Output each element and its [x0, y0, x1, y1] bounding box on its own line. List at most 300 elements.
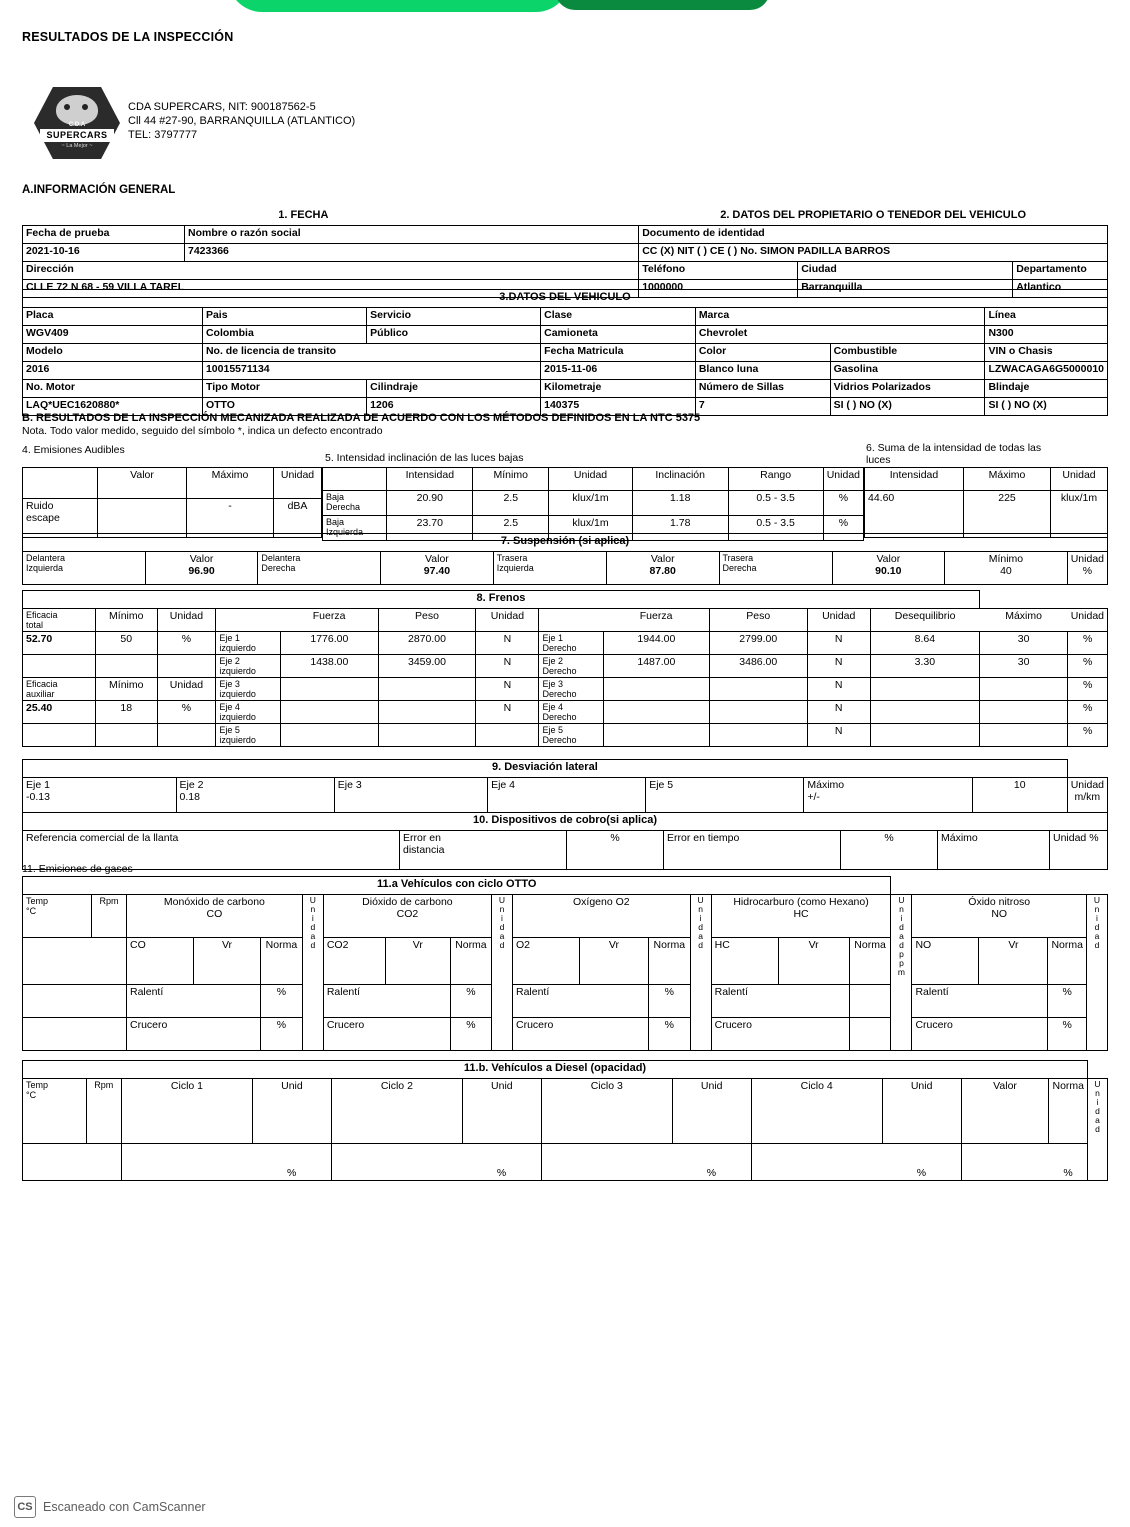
value-unidad-eje2-der: N: [807, 655, 870, 678]
row-eje2-der-label: [539, 655, 603, 678]
value-deseq-eje5: [870, 724, 979, 747]
valor-label-dd: Valor: [425, 553, 449, 565]
spacer-unidad-1: [157, 655, 216, 678]
table-luces-bajas: [322, 467, 864, 541]
section-6-title: [866, 442, 1091, 466]
label-fecha-prueba: Fecha de prueba: [23, 226, 185, 244]
value-unidad-eje3-der: N: [807, 678, 870, 701]
value-unidad-bd: klux/1m: [549, 491, 633, 516]
table-emisiones-audibles: [22, 467, 322, 538]
value-minimo-susp: 40: [1000, 565, 1012, 577]
eficacia-aux-spacer: [23, 724, 96, 747]
value-licencia: 10015571134: [202, 362, 540, 380]
value-delantera-derecha: 97.40: [423, 565, 451, 577]
row-eje3-izq-label: [216, 678, 281, 701]
cell-maximo-desv: [804, 778, 972, 813]
value-unidad-eje2-izq: N: [476, 655, 539, 678]
code-hc: HC: [711, 938, 778, 985]
table-emisiones-diesel: [22, 1060, 1108, 1181]
value-unidad2-bd: %: [823, 491, 863, 516]
crucero-co2-unit: %: [450, 1018, 491, 1051]
value-unidad2-eje5: %: [1068, 724, 1108, 747]
value-peso-eje1-der: 2799.00: [709, 632, 807, 655]
luces-row-header: [323, 468, 387, 491]
cell-eje4-desv: [488, 778, 646, 813]
value-marca: Chevrolet: [695, 326, 985, 344]
value-maximo-suma: 225: [964, 491, 1051, 538]
label-maximo: Máximo: [187, 468, 274, 499]
row-label-baja-derecha: [323, 491, 387, 516]
label-rpm-diesel: Rpm: [86, 1079, 121, 1144]
label-valor-dd: [381, 552, 494, 585]
section-3-title: 3.DATOS DEL VEHICULO: [23, 290, 1108, 308]
ralenti-co: Ralentí: [127, 985, 261, 1018]
section-11-title: 11. Emisiones de gases: [22, 863, 133, 875]
frenos-eje-col-der-head: [539, 609, 603, 632]
ralenti-hc-unit: [849, 985, 891, 1018]
label-eje5-desv: Eje 5: [649, 779, 674, 791]
label-minimo-susp: [945, 552, 1068, 585]
ralenti-no-unit: %: [1048, 985, 1087, 1018]
label-eje4-desv: Eje 4: [491, 779, 516, 791]
value-intensidad-bi: 23.70: [387, 516, 473, 541]
label-marca: Marca: [695, 308, 985, 326]
label-placa: Placa: [23, 308, 203, 326]
label-documento-identidad: Documento de identidad: [639, 226, 1108, 244]
section-10-title: 10. Dispositivos de cobro(si aplica): [23, 813, 1108, 831]
value-unidad2-eje4: %: [1068, 701, 1108, 724]
col-fuerza-der: Fuerza: [603, 609, 709, 632]
eficacia-total-l1: Eficacia: [26, 610, 58, 620]
diesel-norma-pct: %: [1049, 1144, 1088, 1181]
label-error-distancia-l1: Error en: [403, 832, 441, 844]
logo-band-text: SUPERCARS: [40, 129, 114, 142]
eje5-izq-lado: izquierdo: [219, 735, 256, 745]
value-kilometraje: 140375: [541, 398, 696, 416]
eje3-izq-lado: izquierdo: [219, 689, 256, 699]
table-vehicle-data: [22, 289, 1108, 416]
trasera-der-l1: Trasera: [722, 553, 754, 563]
eje4-izq-lado: izquierdo: [219, 712, 256, 722]
section-7-title: 7. Suspensión (si aplica): [23, 534, 1108, 552]
spacer-min-2: [96, 724, 158, 747]
col-unidad-der: Unidad: [807, 609, 870, 632]
ralenti-no: Ralentí: [912, 985, 1048, 1018]
eje4-der-lado: Derecho: [542, 712, 577, 722]
label-unidad-frenos: Unidad: [157, 609, 216, 632]
value-eje1-desv: -0.13: [26, 791, 50, 803]
group-co2-title1: Dióxido de carbono: [362, 896, 453, 908]
section-11b-title: 11.b. Vehículos a Diesel (opacidad): [23, 1061, 1088, 1079]
camscanner-footer: [14, 1496, 206, 1518]
value-maximo-desv: 10: [972, 778, 1067, 813]
value-color: Blanco luna: [695, 362, 830, 380]
value-pais: Colombia: [202, 326, 366, 344]
row-eje1-izq-label: [216, 632, 281, 655]
value-combustible: Gasolina: [830, 362, 985, 380]
label-linea: Línea: [985, 308, 1108, 326]
vr-o2: Vr: [579, 938, 648, 985]
value-peso-eje5-der: [709, 724, 807, 747]
col-peso-izq: Peso: [378, 609, 476, 632]
crucero-co: Crucero: [127, 1018, 261, 1051]
label-eficacia-total: [23, 609, 96, 632]
unit-vertical-no: U n i d a d: [1087, 895, 1108, 1051]
diesel-valor-value: [961, 1144, 1049, 1181]
label-no-motor: No. Motor: [23, 380, 203, 398]
ciclo-1-pct: %: [252, 1144, 331, 1181]
eje1-izq-eje: Eje 1: [219, 633, 240, 643]
diesel-rpm-spacer: [86, 1144, 121, 1181]
label-cilindraje: Cilindraje: [367, 380, 541, 398]
code-co: CO: [127, 938, 194, 985]
ciclo-1-unidad: Unid: [252, 1079, 331, 1144]
value-unidad-eje5-der: N: [807, 724, 870, 747]
delantera-der-l1: Delantera: [261, 553, 301, 563]
section-2-title: 2. DATOS DEL PROPIETARIO O TENEDOR DEL VEHICULO: [720, 209, 1027, 221]
value-peso-eje2-izq: 3459.00: [378, 655, 476, 678]
col-rango: Rango: [728, 468, 823, 491]
value-linea: N300: [985, 326, 1108, 344]
label-temp: Temp: [26, 896, 49, 906]
eje3-der-eje: Eje 3: [542, 679, 563, 689]
value-direccion: CLLE 72 N 68 - 59 VILLA TAREL: [23, 280, 639, 298]
value-max-eje2: 30: [979, 655, 1067, 678]
section-b-line2: Nota. Todo valor medido, seguido del símbolo *, indica un defecto encontrado: [22, 425, 383, 437]
label-minimo-aux: Mínimo: [96, 678, 158, 701]
col-unidad-izq: Unidad: [476, 609, 539, 632]
eje5-der-lado: Derecho: [542, 735, 577, 745]
label-temp-diesel: Temp: [26, 1080, 49, 1090]
col-maximo-suma: Máximo: [964, 468, 1051, 491]
value-peso-eje5-izq: [378, 724, 476, 747]
norma-o2: Norma: [648, 938, 690, 985]
value-deseq-eje2: 3.30: [870, 655, 979, 678]
value-fecha-matricula: 2015-11-06: [541, 362, 696, 380]
ciclo-2-title: Ciclo 2: [331, 1079, 462, 1144]
label-vidrios: Vidrios Polarizados: [830, 380, 985, 398]
unit-vertical-o2: U n i d a d: [690, 895, 711, 1051]
group-title-hc: [711, 895, 891, 938]
value-max-eje3: [979, 678, 1067, 701]
temp-value-cell: [23, 938, 92, 985]
section-b-note: [22, 412, 1112, 438]
section-9-title: 9. Desviación lateral: [23, 760, 1068, 778]
trasera-izq-l1: Trasera: [496, 553, 528, 563]
ciclo-3-pct: %: [672, 1144, 751, 1181]
cell-eje3-desv: [334, 778, 487, 813]
value-inclinacion-bd: 1.18: [632, 491, 728, 516]
ciclo-2-value: [331, 1144, 462, 1181]
label-maximo-cobro: Máximo: [938, 831, 1050, 870]
ciclo-2-pct: %: [462, 1144, 541, 1181]
col-peso-der: Peso: [709, 609, 807, 632]
eje5-der-eje: Eje 5: [542, 725, 563, 735]
value-fuerza-eje3-der: [603, 678, 709, 701]
company-info: [128, 100, 355, 142]
label-referencia-llanta: Referencia comercial de la llanta: [26, 832, 179, 844]
value-rango-bd: 0.5 - 3.5: [728, 491, 823, 516]
page-title: RESULTADOS DE LA INSPECCIÓN: [22, 30, 234, 44]
label-ruido-escape: [23, 499, 98, 538]
label-rpm: Rpm: [92, 895, 127, 938]
value-fuerza-eje2-der: 1487.00: [603, 655, 709, 678]
frenos-eje-col-izq-head: [216, 609, 281, 632]
group-no-title2: NO: [991, 908, 1008, 920]
label-servicio: Servicio: [367, 308, 541, 326]
value-fuerza-eje4-izq: [281, 701, 378, 724]
group-title-no: [912, 895, 1087, 938]
delantera-izq-l2: Izquierda: [26, 563, 64, 573]
group-no-title1: Óxido nitroso: [968, 896, 1031, 908]
value-unidad-eje1-der: N: [807, 632, 870, 655]
trasera-der-l2: Derecha: [722, 563, 757, 573]
value-peso-eje3-der: [709, 678, 807, 701]
label-telefono: Teléfono: [639, 262, 798, 280]
section-8-title: 8. Frenos: [23, 591, 980, 609]
crucero-o2: Crucero: [512, 1018, 648, 1051]
value-servicio: Público: [367, 326, 541, 344]
value-error-distancia-unidad: %: [567, 831, 664, 870]
ciclo-4-pct: %: [882, 1144, 961, 1181]
value-unidad-suma: klux/1m: [1051, 491, 1108, 538]
code-o2: O2: [512, 938, 579, 985]
value-unidad-susp: %: [1082, 565, 1093, 577]
section-1-title: 1. FECHA: [278, 209, 329, 221]
value-placa: WGV409: [23, 326, 203, 344]
eje1-der-lado: Derecho: [542, 643, 577, 653]
eje2-izq-lado: izquierdo: [219, 666, 256, 676]
row-eje4-der-label: [539, 701, 603, 724]
value-peso-eje1-izq: 2870.00: [378, 632, 476, 655]
diesel-valor-label: Valor: [961, 1079, 1049, 1144]
label-vin: VIN o Chasis: [985, 344, 1108, 362]
value-documento-identidad: CC (X) NIT ( ) CE ( ) No. SIMON PADILLA BARROS: [639, 244, 1108, 262]
green-banner-decoration: [228, 0, 570, 12]
unit-vertical-diesel: U n i d a d: [1088, 1079, 1108, 1181]
vr-no: Vr: [979, 938, 1048, 985]
group-title-o2: [512, 895, 690, 938]
company-name: CDA SUPERCARS, NIT: 900187562-5: [128, 101, 316, 113]
value-error-tiempo-unidad: %: [841, 831, 938, 870]
label-licencia: No. de licencia de transito: [202, 344, 540, 362]
company-address: Cll 44 #27-90, BARRANQUILLA (ATLANTICO): [128, 115, 356, 127]
value-fuerza-eje5-izq: [281, 724, 378, 747]
rpm-spacer-3: [92, 1018, 127, 1051]
crucero-co2: Crucero: [323, 1018, 450, 1051]
ralenti-co2-unit: %: [450, 985, 491, 1018]
section-4-title: 4. Emisiones Audibles: [22, 444, 125, 456]
table-dispositivos-cobro: [22, 812, 1108, 870]
eficacia-total-l2: total: [26, 620, 44, 630]
label-temp-unit: °C: [26, 906, 37, 916]
company-phone: TEL: 3797777: [128, 129, 198, 141]
vr-co2: Vr: [385, 938, 450, 985]
label-unidad-cobro: Unidad %: [1050, 831, 1108, 870]
group-co2-title2: CO2: [396, 908, 419, 920]
diesel-norma-label: Norma: [1049, 1079, 1088, 1144]
value-unidad2-eje2: %: [1068, 655, 1108, 678]
value-eje2-desv: 0.18: [179, 791, 200, 803]
value-unidad2-eje3: %: [1068, 678, 1108, 701]
value-trasera-izquierda: 87.80: [649, 565, 676, 577]
label-unidad-desv: Unidad m/km: [1067, 778, 1107, 813]
rpm-spacer-2: [92, 985, 127, 1018]
value-fuerza-eje3-izq: [281, 678, 378, 701]
section-6-title-line2: luces: [866, 454, 891, 466]
crucero-no: Crucero: [912, 1018, 1048, 1051]
label-eficacia-auxiliar: [23, 678, 96, 701]
spacer-min-1: [96, 655, 158, 678]
row-eje2-izq-label: [216, 655, 281, 678]
crucero-co-unit: %: [261, 1018, 303, 1051]
norma-no: Norma: [1048, 938, 1087, 985]
ralenti-co-unit: %: [261, 985, 303, 1018]
value-minimo-bd: 2.5: [473, 491, 549, 516]
eje1-der-eje: Eje 1: [542, 633, 563, 643]
value-fuerza-eje1-izq: 1776.00: [281, 632, 378, 655]
group-o2-title1: Oxígeno O2: [572, 896, 630, 908]
eficacia-total-spacer: [23, 655, 96, 678]
eje2-der-eje: Eje 2: [542, 656, 563, 666]
label-temp-unit-diesel: °C: [26, 1090, 37, 1100]
value-fuerza-eje2-izq: 1438.00: [281, 655, 378, 678]
value-rango-bi: 0.5 - 3.5: [728, 516, 823, 541]
spacer-unidad-2: [157, 724, 216, 747]
value-unidad-eje1-izq: N: [476, 632, 539, 655]
label-ciudad: Ciudad: [798, 262, 1013, 280]
section-5-title: 5. Intensidad inclinación de las luces bajas: [325, 452, 524, 464]
value-peso-eje4-der: [709, 701, 807, 724]
code-co2: CO2: [323, 938, 385, 985]
value-departamento: Atlantico: [1013, 280, 1108, 298]
col-unidad-deseq: Unidad: [1068, 609, 1108, 632]
ciclo-4-title: Ciclo 4: [751, 1079, 882, 1144]
table-emisiones-otto: [22, 876, 1108, 1051]
delantera-der-l2: Derecha: [261, 563, 296, 573]
label-nombre-razon-social: Nombre o razón social: [185, 226, 639, 244]
crucero-hc: Crucero: [711, 1018, 849, 1051]
camscanner-text: Escaneado con CamScanner: [43, 1500, 206, 1514]
label-eje2-desv: Eje 2: [179, 779, 204, 791]
crucero-no-unit: %: [1048, 1018, 1087, 1051]
label-clase: Clase: [541, 308, 696, 326]
table-frenos: [22, 590, 1108, 747]
value-intensidad-suma: 44.60: [865, 491, 964, 538]
ciclo-4-value: [751, 1144, 882, 1181]
camscanner-badge-icon: CS: [14, 1496, 36, 1518]
value-inclinacion-bi: 1.78: [632, 516, 728, 541]
label-valor-di: [145, 552, 258, 585]
ralenti-o2: Ralentí: [512, 985, 648, 1018]
baja-izquierda-l2: Izquierda: [326, 527, 364, 537]
col-unidad-suma: Unidad: [1051, 468, 1108, 491]
row-eje5-der-label: [539, 724, 603, 747]
valor-label-di: Valor: [189, 553, 214, 565]
col-unidad: Unidad: [549, 468, 633, 491]
label-eje3-desv: Eje 3: [337, 779, 362, 791]
norma-co: Norma: [261, 938, 303, 985]
ciclo-1-title: Ciclo 1: [121, 1079, 252, 1144]
eje1-izq-lado: izquierdo: [219, 643, 256, 653]
value-unidad2-eje1: %: [1068, 632, 1108, 655]
value-nombre-razon-social: 7423366: [185, 244, 639, 262]
value-max-eje1: 30: [979, 632, 1067, 655]
ciclo-3-unidad: Unid: [672, 1079, 751, 1144]
value-eficacia-total-unidad: %: [157, 632, 216, 655]
value-cilindraje: 1206: [367, 398, 541, 416]
cell-eje1-desv: [23, 778, 177, 813]
trasera-izq-l2: Izquierda: [496, 563, 534, 573]
value-tipo-motor: OTTO: [202, 398, 366, 416]
col-minimo: Mínimo: [473, 468, 549, 491]
vr-hc: Vr: [778, 938, 849, 985]
col-fuerza-izq: Fuerza: [281, 609, 378, 632]
group-co-title2: CO: [206, 908, 223, 920]
unit-vertical-hc: U n i d a d p p m: [891, 895, 912, 1051]
label-blindaje: Blindaje: [985, 380, 1108, 398]
eje4-der-eje: Eje 4: [542, 702, 563, 712]
baja-derecha-l2: Derecha: [326, 502, 361, 512]
row-eje3-der-label: [539, 678, 603, 701]
section-b-line1: B. RESULTADOS DE LA INSPECCIÓN MECANIZADA REALIZADA DE ACUERDO CON LOS MÉTODOS DEFINIDOS EN LA NTC 5375: [22, 412, 701, 424]
value-peso-eje2-der: 3486.00: [709, 655, 807, 678]
norma-co2: Norma: [450, 938, 491, 985]
label-error-distancia-l2: distancia: [403, 844, 445, 856]
label-unidad-aux: Unidad: [157, 678, 216, 701]
row-eje1-der-label: [539, 632, 603, 655]
diesel-temp-spacer: [23, 1144, 87, 1181]
col-intensidad-suma: Intensidad: [865, 468, 964, 491]
eficacia-aux-l2: auxiliar: [26, 689, 55, 699]
col-unidad-2: Unidad: [823, 468, 863, 491]
value-fuerza-eje5-der: [603, 724, 709, 747]
value-peso-eje4-izq: [378, 701, 476, 724]
norma-hc: Norma: [849, 938, 891, 985]
value-unidad-eje3-izq: N: [476, 678, 539, 701]
rpm-value-cell: [92, 938, 127, 985]
ciclo-1-value: [121, 1144, 252, 1181]
label-unidad-susp: [1067, 552, 1107, 585]
ciclo-3-title: Ciclo 3: [541, 1079, 672, 1144]
label-departamento: Departamento: [1013, 262, 1108, 280]
delantera-izq-l1: Delantera: [26, 553, 66, 563]
row-eje4-izq-label: [216, 701, 281, 724]
label-minimo-frenos: Mínimo: [96, 609, 158, 632]
label-direccion: Dirección: [23, 262, 639, 280]
code-no: NO: [912, 938, 979, 985]
group-hc-title1: Hidrocarburo (como Hexano): [733, 896, 869, 908]
value-blindaje: SI ( ) NO (X): [985, 398, 1108, 416]
group-title-co: [127, 895, 303, 938]
cell-error-distancia: [400, 831, 567, 870]
col-intensidad: Intensidad: [387, 468, 473, 491]
section-a-heading: A.INFORMACIÓN GENERAL: [22, 184, 176, 196]
ciclo-2-unidad: Unid: [462, 1079, 541, 1144]
value-delantera-izquierda: 96.90: [188, 565, 215, 577]
cell-temp-rpm: [23, 895, 92, 938]
label-sillas: Número de Sillas: [695, 380, 830, 398]
minimo-label-susp: Mínimo: [988, 553, 1024, 565]
label-valor-ti: [606, 552, 719, 585]
temp-spacer-3: [23, 1018, 92, 1051]
section-11a-title: 11.a Vehículos con ciclo OTTO: [23, 877, 891, 895]
label-delantera-izquierda: [23, 552, 146, 585]
ralenti-hc: Ralentí: [711, 985, 849, 1018]
label-ruido-header: [23, 468, 98, 499]
value-minimo-bi: 2.5: [473, 516, 549, 541]
unit-vertical-co2: U n i d a d: [491, 895, 512, 1051]
